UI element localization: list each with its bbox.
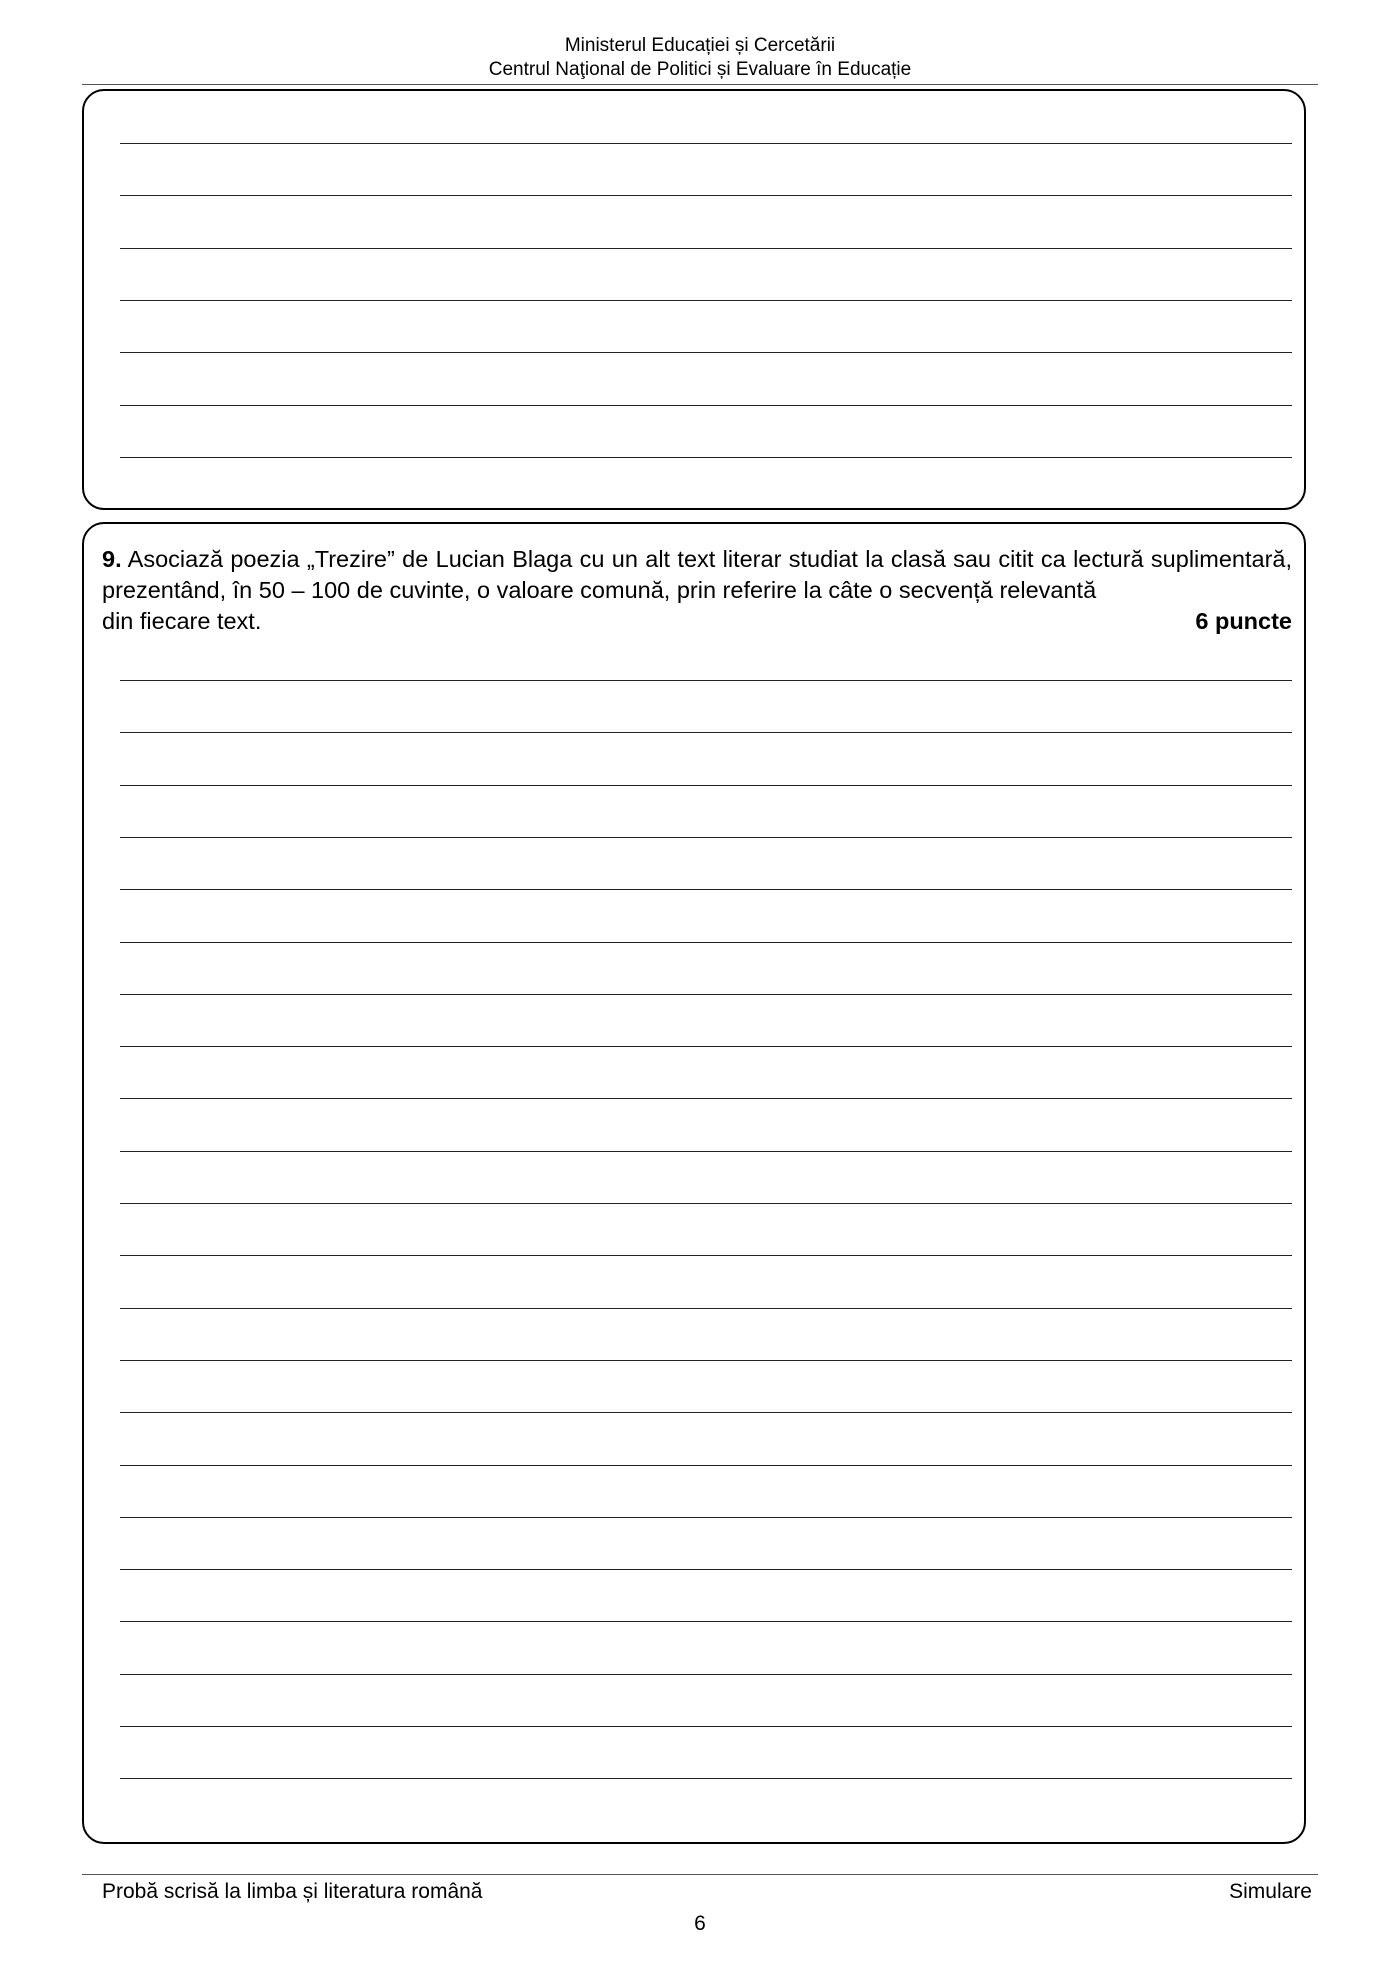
answer-line[interactable] — [120, 457, 1292, 458]
header-center: Centrul Naţional de Politici și Evaluare în Educație — [488, 59, 912, 80]
answer-line[interactable] — [120, 732, 1292, 733]
question-number: 9. — [102, 546, 122, 572]
answer-line[interactable] — [120, 942, 1292, 943]
footer-session: Simulare — [1229, 1880, 1312, 1903]
answer-line[interactable] — [120, 1465, 1292, 1466]
answer-line[interactable] — [120, 785, 1292, 786]
answer-line[interactable] — [120, 1308, 1292, 1309]
answer-line[interactable] — [120, 1203, 1292, 1204]
answer-line[interactable] — [120, 1360, 1292, 1361]
answer-line[interactable] — [120, 994, 1292, 995]
footer-exam-title: Probă scrisă la limba și literatura română — [102, 1880, 483, 1903]
answer-line[interactable] — [120, 1517, 1292, 1518]
answer-line[interactable] — [120, 143, 1292, 144]
answer-line[interactable] — [120, 889, 1292, 890]
header-divider — [82, 84, 1318, 85]
answer-line[interactable] — [120, 1412, 1292, 1413]
answer-line[interactable] — [120, 352, 1292, 353]
answer-line[interactable] — [120, 1674, 1292, 1675]
answer-line[interactable] — [120, 1255, 1292, 1256]
question-points: 6 puncte — [1195, 608, 1292, 634]
answer-line[interactable] — [120, 300, 1292, 301]
answer-line[interactable] — [120, 1151, 1292, 1152]
header-ministry: Ministerul Educației și Cercetării — [564, 35, 836, 56]
answer-line[interactable] — [120, 1098, 1292, 1099]
answer-line[interactable] — [120, 405, 1292, 406]
answer-line[interactable] — [120, 837, 1292, 838]
answer-line[interactable] — [120, 1621, 1292, 1622]
answer-line[interactable] — [120, 680, 1292, 681]
question-9-box — [82, 522, 1306, 1844]
question-9-text — [102, 544, 1292, 637]
answer-line[interactable] — [120, 1046, 1292, 1047]
question-prompt-end: din fiecare text. — [102, 608, 262, 634]
answer-box-previous — [82, 89, 1306, 510]
answer-line[interactable] — [120, 1569, 1292, 1570]
page-header — [0, 34, 1400, 82]
answer-line[interactable] — [120, 1778, 1292, 1779]
answer-line[interactable] — [120, 1726, 1292, 1727]
question-prompt: Asociază poezia „Trezire” de Lucian Blaga cu un alt text literar studiat la clasă sau citit ca lectură suplimentară, prezentând, în 50 – 100 de cuvinte, o valoare comună, prin referire la câte o secvență relevantă — [102, 546, 1293, 603]
answer-line[interactable] — [120, 195, 1292, 196]
footer-divider — [82, 1874, 1318, 1875]
page-number: 6 — [694, 1912, 706, 1935]
answer-line[interactable] — [120, 248, 1292, 249]
